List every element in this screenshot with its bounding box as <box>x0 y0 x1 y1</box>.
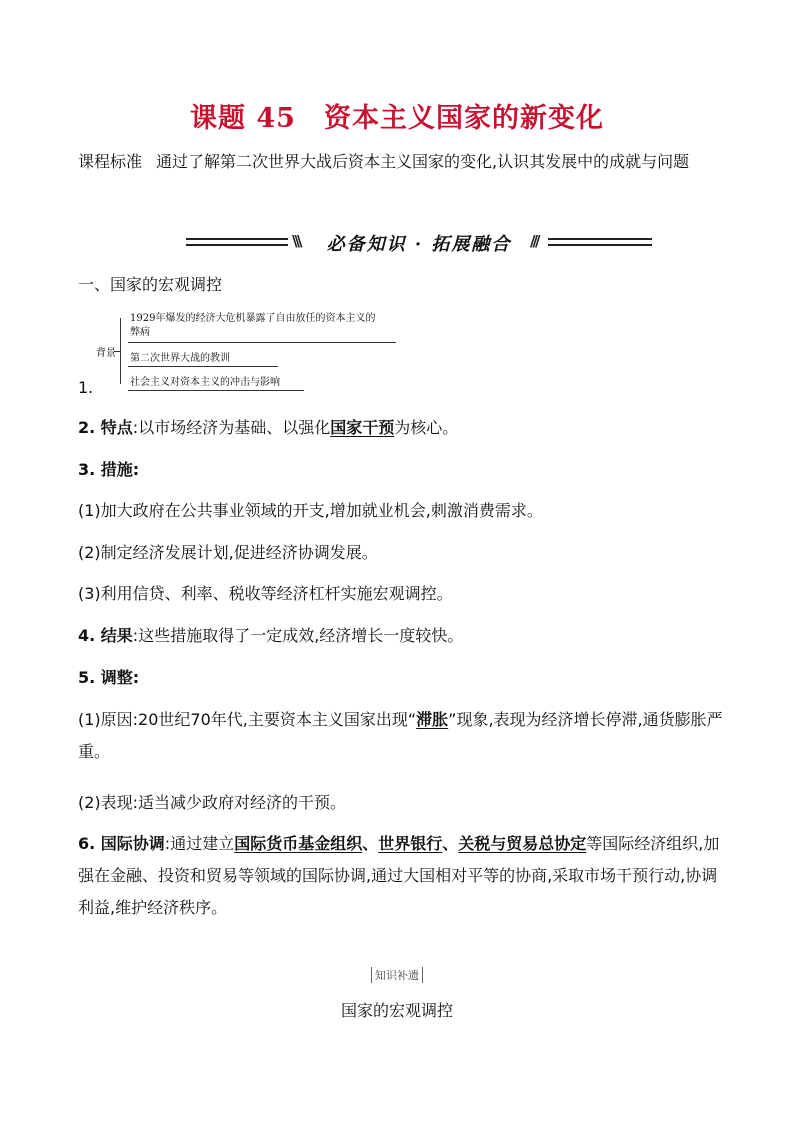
measures-colon: : <box>132 460 140 479</box>
page-title: 课题 45 资本主义国家的新变化 <box>190 103 604 134</box>
course-standard <box>78 146 723 178</box>
results-text: :这些措施取得了一定成效,经济增长一度较快。 <box>132 626 464 645</box>
paragraph-international <box>78 828 723 924</box>
features-text-1: :以市场经济为基础、以强化 <box>132 418 331 437</box>
measure-2: (2)制定经济发展计划,促进经济协调发展。 <box>78 543 378 562</box>
course-standard-label: 课程标准 <box>78 152 143 171</box>
measure-1: (1)加大政府在公共事业领域的开支,增加就业机会,刺激消费需求。 <box>78 501 543 520</box>
features-key-term: 国家干预 <box>330 418 395 437</box>
diagram-root: 背景 <box>96 348 116 359</box>
adjustment-performance: (2)表现:适当减少政府对经济的干预。 <box>78 793 347 812</box>
international-label: 6. 国际协调 <box>78 834 165 853</box>
reason-text-2: ”现象,表现为经济增长停滞,通货膨胀严重。 <box>78 710 723 761</box>
diagram-line-2 <box>128 366 278 367</box>
measures-label: 3. 措施 <box>78 460 133 479</box>
section-heading: 一、国家的宏观调控 <box>78 275 223 294</box>
banner-left-rule <box>186 238 288 246</box>
term-imf: 国际货币基金组织 <box>234 834 363 853</box>
diagram-item-3: 社会主义对资本主义的冲击与影响 <box>130 377 280 388</box>
reason-text-1: (1)原因:20世纪70年代,主要资本主义国家出现“ <box>78 710 417 729</box>
banner-text: 必备知识 · 拓展融合 <box>326 234 512 255</box>
diagram-line-3 <box>128 390 304 391</box>
banner-right-rule <box>548 238 652 246</box>
supplement-tag-text: 知识补遗 <box>371 967 423 983</box>
course-standard-text: 通过了解第二次世界大战后资本主义国家的变化,认识其发展中的成就与问题 <box>156 152 690 171</box>
international-text-2: 等国际经济组织,加强在金融、投资和贸易等领域的国际协调,通过大国相对平等的协商,采取市场干预行动,协调利益,维护经济秩序。 <box>78 834 720 917</box>
diagram-item-2: 第二次世界大战的教训 <box>130 353 230 364</box>
supplement-title: 国家的宏观调控 <box>340 1001 453 1020</box>
adjustment-label: 5. 调整 <box>78 668 133 687</box>
international-text-1: :通过建立 <box>164 834 235 853</box>
paragraph-results <box>78 620 723 652</box>
paragraph-adjustment <box>78 662 723 694</box>
diagram-item-1: 1929年爆发的经济大危机暴露了自由放任的资本主义的 <box>130 313 376 324</box>
adjustment-reason <box>78 704 723 768</box>
diagram-number: 1. <box>78 378 94 397</box>
section-banner <box>186 230 652 256</box>
banner-left-slashes: \\\ <box>292 232 300 250</box>
features-label: 2. 特点 <box>78 418 133 437</box>
separator-2: 、 <box>442 834 459 853</box>
measure-3: (3)利用信贷、利率、税收等经济杠杆实施宏观调控。 <box>78 584 453 603</box>
adjustment-colon: : <box>132 668 140 687</box>
reason-key-term: 滞胀 <box>416 710 449 729</box>
paragraph-features <box>78 412 723 444</box>
paragraph-measures <box>78 454 723 486</box>
term-world-bank: 世界银行 <box>378 834 443 853</box>
banner-right-slashes: /// <box>530 232 538 250</box>
supplement-tag <box>0 967 794 983</box>
diagram-line-1 <box>128 342 396 343</box>
background-diagram <box>78 310 418 396</box>
diagram-item-1-cont: 弊病 <box>130 327 150 338</box>
diagram-brace <box>120 318 129 384</box>
results-label: 4. 结果 <box>78 626 133 645</box>
separator-1: 、 <box>362 834 379 853</box>
term-gatt: 关税与贸易总协定 <box>458 834 587 853</box>
features-text-2: 为核心。 <box>394 418 459 437</box>
